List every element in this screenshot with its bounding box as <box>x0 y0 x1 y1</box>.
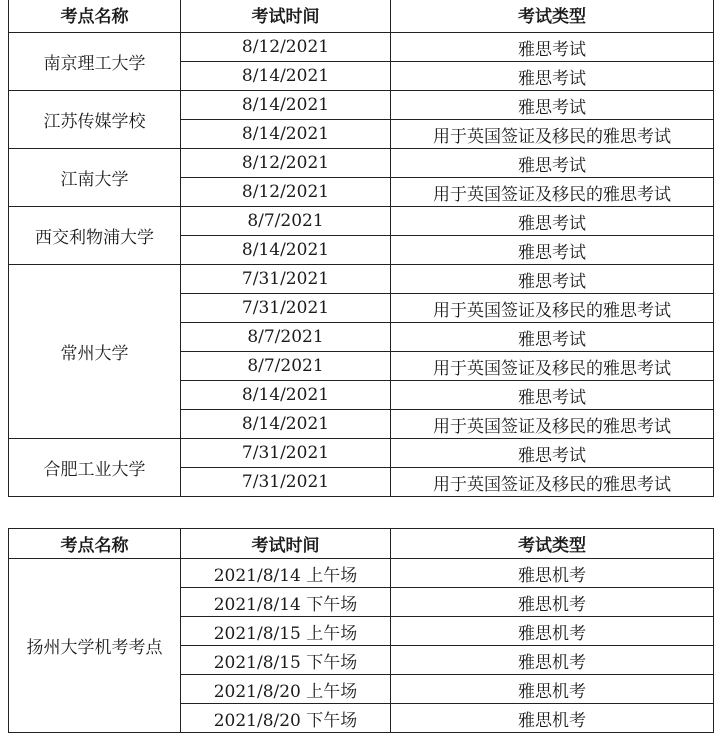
exam-date: 8/12/2021 <box>181 178 391 207</box>
exam-date: 8/14/2021 <box>181 381 391 410</box>
exam-date: 7/31/2021 <box>181 439 391 468</box>
exam-date: 2021/8/15 上午场 <box>181 617 391 646</box>
exam-date: 8/12/2021 <box>181 33 391 62</box>
exam-date: 8/14/2021 <box>181 236 391 265</box>
exam-type: 雅思机考 <box>391 588 714 617</box>
exam-type: 用于英国签证及移民的雅思考试 <box>391 120 714 149</box>
exam-type: 雅思机考 <box>391 617 714 646</box>
exam-type: 雅思考试 <box>391 91 714 120</box>
exam-date: 7/31/2021 <box>181 468 391 497</box>
exam-type: 雅思考试 <box>391 33 714 62</box>
exam-date: 8/14/2021 <box>181 62 391 91</box>
exam-type: 用于英国签证及移民的雅思考试 <box>391 468 714 497</box>
exam-type: 用于英国签证及移民的雅思考试 <box>391 410 714 439</box>
exam-type: 雅思考试 <box>391 62 714 91</box>
exam-type: 雅思考试 <box>391 265 714 294</box>
exam-date: 2021/8/15 下午场 <box>181 646 391 675</box>
exam-date: 8/14/2021 <box>181 91 391 120</box>
table-row <box>9 439 714 468</box>
exam-type: 雅思考试 <box>391 149 714 178</box>
header-exam-type: 考试类型 <box>391 529 714 559</box>
exam-date: 7/31/2021 <box>181 294 391 323</box>
header-row <box>9 0 714 33</box>
exam-type: 雅思机考 <box>391 559 714 588</box>
exam-date: 8/7/2021 <box>181 352 391 381</box>
table-row <box>9 33 714 62</box>
header-row <box>9 529 714 559</box>
exam-type: 雅思机考 <box>391 675 714 704</box>
exam-schedule-table <box>8 0 714 497</box>
table-row <box>9 149 714 178</box>
exam-type: 雅思机考 <box>391 704 714 733</box>
exam-date: 8/14/2021 <box>181 410 391 439</box>
table-row <box>9 265 714 294</box>
table-row <box>9 559 714 588</box>
header-exam-type: 考试类型 <box>391 0 714 33</box>
header-exam-date: 考试时间 <box>181 0 391 33</box>
exam-date: 2021/8/20 上午场 <box>181 675 391 704</box>
exam-date: 2021/8/14 上午场 <box>181 559 391 588</box>
header-exam-date: 考试时间 <box>181 529 391 559</box>
exam-type: 用于英国签证及移民的雅思考试 <box>391 178 714 207</box>
test-center-name: 西交利物浦大学 <box>9 207 181 265</box>
test-center-name: 合肥工业大学 <box>9 439 181 497</box>
computer-exam-schedule-table <box>8 528 714 733</box>
exam-type: 雅思考试 <box>391 439 714 468</box>
header-center-name: 考点名称 <box>9 529 181 559</box>
test-center-name: 南京理工大学 <box>9 33 181 91</box>
exam-date: 8/14/2021 <box>181 120 391 149</box>
exam-type: 雅思机考 <box>391 646 714 675</box>
header-center-name: 考点名称 <box>9 0 181 33</box>
exam-type: 雅思考试 <box>391 236 714 265</box>
exam-type: 雅思考试 <box>391 207 714 236</box>
exam-date: 8/7/2021 <box>181 323 391 352</box>
exam-date: 2021/8/20 下午场 <box>181 704 391 733</box>
exam-type: 雅思考试 <box>391 323 714 352</box>
exam-date: 2021/8/14 下午场 <box>181 588 391 617</box>
table-row <box>9 91 714 120</box>
test-center-name: 扬州大学机考考点 <box>9 559 181 733</box>
exam-date: 8/12/2021 <box>181 149 391 178</box>
test-center-name: 江南大学 <box>9 149 181 207</box>
table-row <box>9 207 714 236</box>
exam-date: 7/31/2021 <box>181 265 391 294</box>
exam-type: 雅思考试 <box>391 381 714 410</box>
test-center-name: 常州大学 <box>9 265 181 439</box>
exam-type: 用于英国签证及移民的雅思考试 <box>391 352 714 381</box>
exam-date: 8/7/2021 <box>181 207 391 236</box>
test-center-name: 江苏传媒学校 <box>9 91 181 149</box>
exam-type: 用于英国签证及移民的雅思考试 <box>391 294 714 323</box>
